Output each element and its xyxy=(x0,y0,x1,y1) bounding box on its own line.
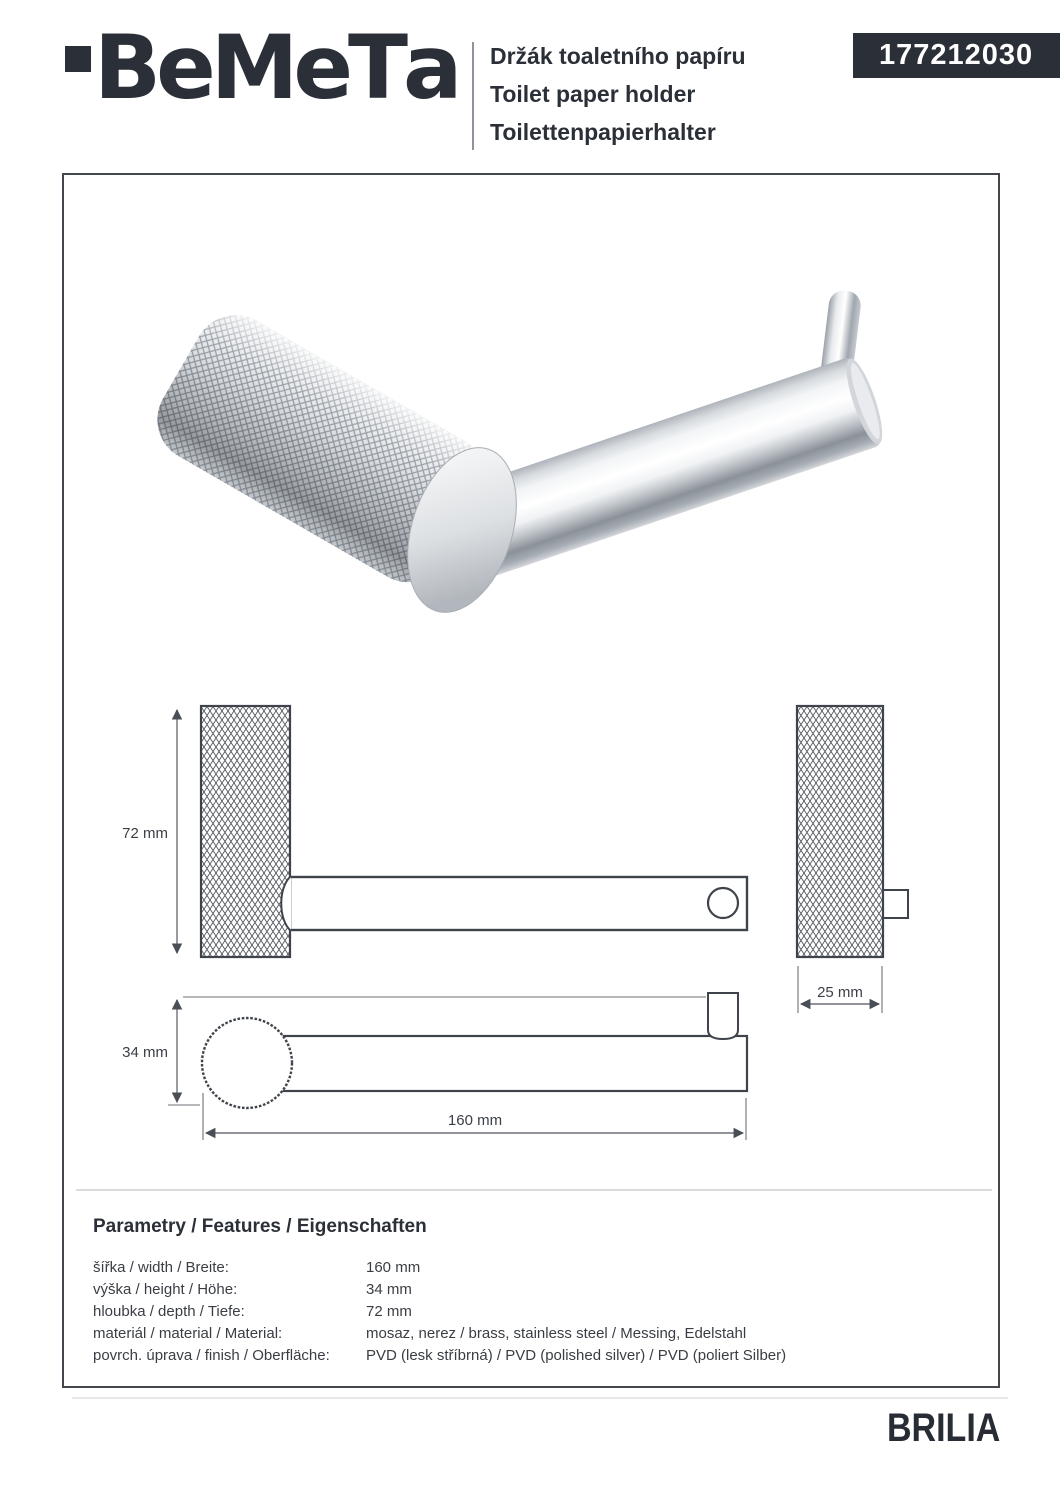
mount-hole xyxy=(708,888,738,918)
knurled-knob-top-view xyxy=(202,1018,292,1108)
footer-rule xyxy=(72,1397,1008,1399)
pin-top-view xyxy=(708,993,738,1039)
depth-dimension-label: 72 mm xyxy=(122,825,168,842)
product-title-de: Toilettenpapierhalter xyxy=(490,119,716,145)
title-divider-line xyxy=(472,42,474,150)
parameters-heading: Parametry / Features / Eigenschaften xyxy=(93,1216,427,1237)
parameters-top-rule xyxy=(76,1189,992,1191)
bemeta-logo-text: ВеМеТа xyxy=(94,16,458,119)
bemeta-logo-mark xyxy=(65,46,91,72)
drawing-front-view xyxy=(122,706,747,957)
mount-width-dimension-label: 25 mm xyxy=(817,984,863,1001)
param-value: 34 mm xyxy=(366,1281,412,1298)
width-dimension-label: 160 mm xyxy=(447,1112,503,1129)
param-label: výška / height / Höhe: xyxy=(93,1281,238,1298)
product-title-en: Toilet paper holder xyxy=(490,81,696,107)
product-code-badge: 177212030 xyxy=(853,33,1060,78)
product-title-cs: Držák toaletního papíru xyxy=(490,43,746,69)
param-label: povrch. úprava / finish / Oberfläche: xyxy=(93,1347,330,1364)
brilia-brand-text: BRILIA xyxy=(886,1406,1000,1450)
param-label: šířka / width / Breite: xyxy=(93,1259,229,1276)
drawing-top-view xyxy=(122,993,747,1140)
drawing-side-view xyxy=(797,706,908,1013)
param-label: hloubka / depth / Tiefe: xyxy=(93,1303,245,1320)
height-dimension-label: 34 mm xyxy=(122,1044,168,1061)
param-label: materiál / material / Material: xyxy=(93,1325,283,1342)
technical-drawings xyxy=(62,173,1000,1388)
param-value: 72 mm xyxy=(366,1303,412,1320)
param-value: PVD (lesk stříbrná) / PVD (polished silver) / PVD (poliert Silber) xyxy=(366,1347,787,1364)
product-title-block xyxy=(490,37,746,151)
param-value: 160 mm xyxy=(366,1259,421,1276)
param-value: mosaz, nerez / brass, stainless steel / Messing, Edelstahl xyxy=(366,1325,747,1342)
